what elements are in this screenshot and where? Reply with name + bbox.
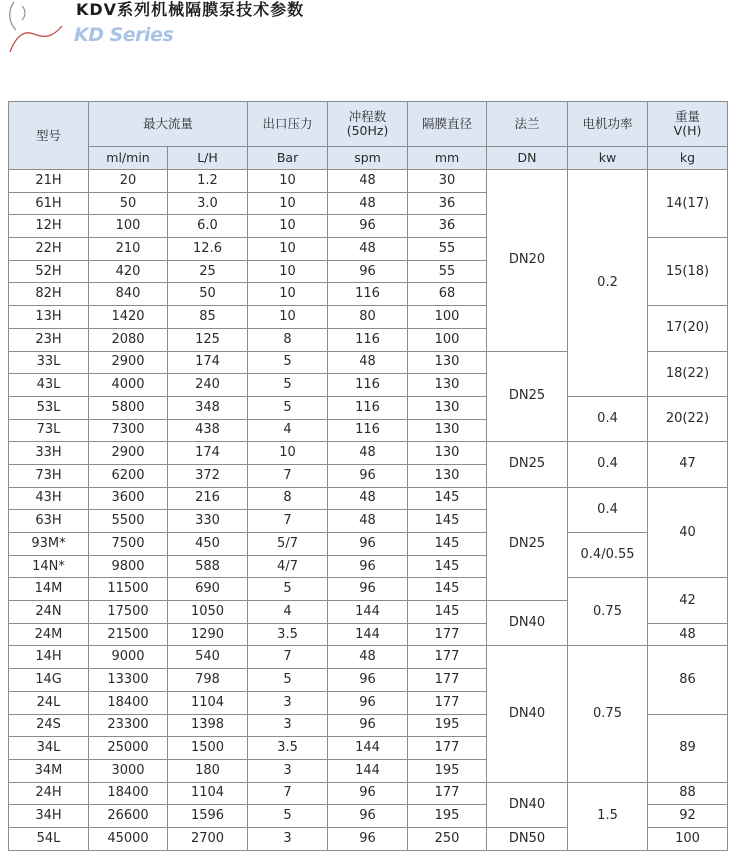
stroke-rate-cell: 48 (328, 170, 408, 193)
diaphragm-cell: 100 (408, 306, 487, 329)
header-flange: 法兰 (487, 102, 568, 147)
unit-l-h: L/H (168, 147, 248, 170)
model-cell: 23H (9, 328, 89, 351)
flow-ml-min-cell: 5800 (89, 396, 168, 419)
model-cell: 93M* (9, 533, 89, 556)
page-header (0, 0, 750, 60)
model-cell: 24L (9, 691, 89, 714)
pressure-cell: 3 (248, 714, 328, 737)
diaphragm-cell: 177 (408, 737, 487, 760)
stroke-rate-cell: 96 (328, 691, 408, 714)
pressure-cell: 5 (248, 669, 328, 692)
unit-bar: Bar (248, 147, 328, 170)
flow-ml-min-cell: 17500 (89, 601, 168, 624)
flow-l-h-cell: 25 (168, 260, 248, 283)
model-cell: 21H (9, 170, 89, 193)
model-cell: 34L (9, 737, 89, 760)
flow-l-h-cell: 1104 (168, 691, 248, 714)
flow-ml-min-cell: 4000 (89, 374, 168, 397)
flange-cell: DN25 (487, 351, 568, 442)
brand-logo-icon (4, 0, 70, 60)
flow-ml-min-cell: 25000 (89, 737, 168, 760)
pressure-cell: 7 (248, 510, 328, 533)
flow-l-h-cell: 1290 (168, 623, 248, 646)
flow-l-h-cell: 12.6 (168, 238, 248, 261)
model-cell: 24M (9, 623, 89, 646)
flow-ml-min-cell: 5500 (89, 510, 168, 533)
flow-l-h-cell: 1398 (168, 714, 248, 737)
stroke-rate-cell: 144 (328, 601, 408, 624)
diaphragm-cell: 145 (408, 487, 487, 510)
unit-ml-min: ml/min (89, 147, 168, 170)
unit-dn: DN (487, 147, 568, 170)
diaphragm-cell: 100 (408, 328, 487, 351)
pressure-cell: 5 (248, 805, 328, 828)
flow-ml-min-cell: 210 (89, 238, 168, 261)
stroke-rate-cell: 96 (328, 714, 408, 737)
weight-cell: 92 (648, 805, 728, 828)
model-cell: 14N* (9, 555, 89, 578)
flow-ml-min-cell: 100 (89, 215, 168, 238)
model-cell: 54L (9, 827, 89, 850)
flow-ml-min-cell: 1420 (89, 306, 168, 329)
stroke-rate-cell: 96 (328, 782, 408, 805)
model-cell: 73H (9, 464, 89, 487)
diaphragm-cell: 36 (408, 215, 487, 238)
flow-l-h-cell: 372 (168, 464, 248, 487)
stroke-rate-cell: 116 (328, 374, 408, 397)
pressure-cell: 4/7 (248, 555, 328, 578)
table-row (9, 782, 728, 805)
diaphragm-cell: 195 (408, 714, 487, 737)
weight-cell: 89 (648, 714, 728, 782)
diaphragm-cell: 145 (408, 555, 487, 578)
flow-ml-min-cell: 11500 (89, 578, 168, 601)
weight-cell: 88 (648, 782, 728, 805)
motor-power-cell: 0.4 (568, 442, 648, 487)
pressure-cell: 4 (248, 419, 328, 442)
model-cell: 52H (9, 260, 89, 283)
pressure-cell: 3 (248, 691, 328, 714)
flow-l-h-cell: 125 (168, 328, 248, 351)
model-cell: 12H (9, 215, 89, 238)
motor-power-cell: 1.5 (568, 782, 648, 850)
flow-ml-min-cell: 50 (89, 192, 168, 215)
flange-cell: DN40 (487, 646, 568, 782)
table-row (9, 170, 728, 193)
diaphragm-cell: 130 (408, 464, 487, 487)
diaphragm-cell: 30 (408, 170, 487, 193)
unit-kw: kw (568, 147, 648, 170)
flow-ml-min-cell: 18400 (89, 782, 168, 805)
pressure-cell: 10 (248, 192, 328, 215)
flow-l-h-cell: 1596 (168, 805, 248, 828)
diaphragm-cell: 145 (408, 533, 487, 556)
flow-ml-min-cell: 420 (89, 260, 168, 283)
stroke-rate-cell: 48 (328, 442, 408, 465)
flow-l-h-cell: 330 (168, 510, 248, 533)
model-cell: 34H (9, 805, 89, 828)
pressure-cell: 10 (248, 306, 328, 329)
diaphragm-cell: 177 (408, 623, 487, 646)
diaphragm-cell: 55 (408, 260, 487, 283)
flow-ml-min-cell: 9800 (89, 555, 168, 578)
stroke-rate-cell: 48 (328, 487, 408, 510)
stroke-rate-cell: 48 (328, 192, 408, 215)
model-cell: 61H (9, 192, 89, 215)
pressure-cell: 10 (248, 283, 328, 306)
flow-l-h-cell: 438 (168, 419, 248, 442)
flange-cell: DN20 (487, 170, 568, 352)
model-cell: 24S (9, 714, 89, 737)
table-row (9, 533, 728, 556)
stroke-rate-cell: 48 (328, 646, 408, 669)
header-motor-power: 电机功率 (568, 102, 648, 147)
stroke-rate-cell: 96 (328, 533, 408, 556)
weight-cell: 48 (648, 623, 728, 646)
stroke-rate-cell: 116 (328, 328, 408, 351)
model-cell: 14G (9, 669, 89, 692)
header-max-flow: 最大流量 (89, 102, 248, 147)
stroke-rate-cell: 96 (328, 805, 408, 828)
diaphragm-cell: 130 (408, 374, 487, 397)
pressure-cell: 7 (248, 464, 328, 487)
spec-table (8, 101, 728, 851)
model-cell: 82H (9, 283, 89, 306)
flow-l-h-cell: 85 (168, 306, 248, 329)
flow-ml-min-cell: 9000 (89, 646, 168, 669)
pressure-cell: 10 (248, 442, 328, 465)
motor-power-cell: 0.4 (568, 487, 648, 532)
flow-l-h-cell: 1104 (168, 782, 248, 805)
model-cell: 33L (9, 351, 89, 374)
header-model: 型号 (9, 102, 89, 170)
model-cell: 24N (9, 601, 89, 624)
model-cell: 13H (9, 306, 89, 329)
diaphragm-cell: 177 (408, 691, 487, 714)
model-cell: 43H (9, 487, 89, 510)
pressure-cell: 3.5 (248, 737, 328, 760)
flow-ml-min-cell: 18400 (89, 691, 168, 714)
flow-ml-min-cell: 7500 (89, 533, 168, 556)
flow-l-h-cell: 174 (168, 351, 248, 374)
stroke-rate-cell: 96 (328, 464, 408, 487)
flow-l-h-cell: 1500 (168, 737, 248, 760)
spec-table-body (9, 170, 728, 851)
unit-kg: kg (648, 147, 728, 170)
stroke-rate-cell: 144 (328, 623, 408, 646)
flow-l-h-cell: 690 (168, 578, 248, 601)
model-cell: 34M (9, 759, 89, 782)
stroke-rate-cell: 96 (328, 669, 408, 692)
pressure-cell: 3.5 (248, 623, 328, 646)
weight-cell: 86 (648, 646, 728, 714)
table-row (9, 578, 728, 601)
flow-l-h-cell: 588 (168, 555, 248, 578)
weight-cell: 20(22) (648, 396, 728, 441)
model-cell: 24H (9, 782, 89, 805)
weight-cell: 17(20) (648, 306, 728, 351)
stroke-rate-cell: 116 (328, 396, 408, 419)
pressure-cell: 10 (248, 238, 328, 261)
flow-l-h-cell: 50 (168, 283, 248, 306)
flow-l-h-cell: 540 (168, 646, 248, 669)
pressure-cell: 10 (248, 260, 328, 283)
flow-ml-min-cell: 20 (89, 170, 168, 193)
diaphragm-cell: 55 (408, 238, 487, 261)
page-title: KDV系列机械隔膜泵技术参数 (76, 0, 305, 19)
flow-l-h-cell: 348 (168, 396, 248, 419)
stroke-rate-cell: 48 (328, 351, 408, 374)
stroke-rate-cell: 96 (328, 260, 408, 283)
flow-l-h-cell: 450 (168, 533, 248, 556)
pressure-cell: 3 (248, 827, 328, 850)
flow-l-h-cell: 3.0 (168, 192, 248, 215)
model-cell: 14H (9, 646, 89, 669)
flow-ml-min-cell: 2900 (89, 442, 168, 465)
model-cell: 53L (9, 396, 89, 419)
header-stroke-rate: 冲程数 (50Hz) (328, 102, 408, 147)
stroke-rate-cell: 96 (328, 555, 408, 578)
model-cell: 22H (9, 238, 89, 261)
flow-ml-min-cell: 3600 (89, 487, 168, 510)
pressure-cell: 5 (248, 396, 328, 419)
model-cell: 43L (9, 374, 89, 397)
motor-power-cell: 0.75 (568, 646, 648, 782)
motor-power-cell: 0.2 (568, 170, 648, 397)
flow-l-h-cell: 174 (168, 442, 248, 465)
flow-ml-min-cell: 840 (89, 283, 168, 306)
diaphragm-cell: 177 (408, 782, 487, 805)
diaphragm-cell: 195 (408, 759, 487, 782)
motor-power-cell: 0.75 (568, 578, 648, 646)
weight-cell: 40 (648, 487, 728, 578)
diaphragm-cell: 195 (408, 805, 487, 828)
flow-l-h-cell: 2700 (168, 827, 248, 850)
stroke-rate-cell: 116 (328, 283, 408, 306)
flange-cell: DN40 (487, 601, 568, 646)
header-outlet-pressure: 出口压力 (248, 102, 328, 147)
diaphragm-cell: 36 (408, 192, 487, 215)
flow-ml-min-cell: 21500 (89, 623, 168, 646)
flow-ml-min-cell: 2080 (89, 328, 168, 351)
stroke-rate-cell: 144 (328, 737, 408, 760)
stroke-rate-cell: 144 (328, 759, 408, 782)
diaphragm-cell: 250 (408, 827, 487, 850)
flow-l-h-cell: 798 (168, 669, 248, 692)
diaphragm-cell: 68 (408, 283, 487, 306)
pressure-cell: 8 (248, 487, 328, 510)
stroke-rate-cell: 96 (328, 578, 408, 601)
flow-l-h-cell: 1050 (168, 601, 248, 624)
flow-ml-min-cell: 3000 (89, 759, 168, 782)
pressure-cell: 3 (248, 759, 328, 782)
flange-cell: DN25 (487, 487, 568, 600)
flow-ml-min-cell: 6200 (89, 464, 168, 487)
table-row (9, 396, 728, 419)
flow-l-h-cell: 1.2 (168, 170, 248, 193)
flow-l-h-cell: 216 (168, 487, 248, 510)
pressure-cell: 4 (248, 601, 328, 624)
stroke-rate-cell: 96 (328, 827, 408, 850)
weight-cell: 47 (648, 442, 728, 487)
flow-ml-min-cell: 13300 (89, 669, 168, 692)
flow-l-h-cell: 240 (168, 374, 248, 397)
header-weight: 重量 V(H) (648, 102, 728, 147)
diaphragm-cell: 177 (408, 646, 487, 669)
header-diaphragm-diameter: 隔膜直径 (408, 102, 487, 147)
flange-cell: DN50 (487, 827, 568, 850)
flow-l-h-cell: 180 (168, 759, 248, 782)
diaphragm-cell: 145 (408, 510, 487, 533)
flange-cell: DN40 (487, 782, 568, 827)
diaphragm-cell: 145 (408, 578, 487, 601)
stroke-rate-cell: 48 (328, 238, 408, 261)
motor-power-cell: 0.4/0.55 (568, 533, 648, 578)
flow-ml-min-cell: 45000 (89, 827, 168, 850)
diaphragm-cell: 130 (408, 419, 487, 442)
table-row (9, 442, 728, 465)
model-cell: 14M (9, 578, 89, 601)
pressure-cell: 5/7 (248, 533, 328, 556)
stroke-rate-cell: 96 (328, 215, 408, 238)
flange-cell: DN25 (487, 442, 568, 487)
flow-ml-min-cell: 2900 (89, 351, 168, 374)
model-cell: 73L (9, 419, 89, 442)
flow-ml-min-cell: 7300 (89, 419, 168, 442)
diaphragm-cell: 145 (408, 601, 487, 624)
pressure-cell: 8 (248, 328, 328, 351)
unit-spm: spm (328, 147, 408, 170)
pressure-cell: 5 (248, 351, 328, 374)
pressure-cell: 10 (248, 215, 328, 238)
series-subtitle: KD Series (74, 24, 174, 46)
flow-ml-min-cell: 26600 (89, 805, 168, 828)
flow-ml-min-cell: 23300 (89, 714, 168, 737)
diaphragm-cell: 130 (408, 351, 487, 374)
weight-cell: 18(22) (648, 351, 728, 396)
stroke-rate-cell: 80 (328, 306, 408, 329)
pressure-cell: 5 (248, 374, 328, 397)
stroke-rate-cell: 116 (328, 419, 408, 442)
pressure-cell: 7 (248, 782, 328, 805)
table-row (9, 646, 728, 669)
pressure-cell: 5 (248, 578, 328, 601)
flow-l-h-cell: 6.0 (168, 215, 248, 238)
unit-mm: mm (408, 147, 487, 170)
weight-cell: 100 (648, 827, 728, 850)
weight-cell: 14(17) (648, 170, 728, 238)
diaphragm-cell: 130 (408, 396, 487, 419)
table-row (9, 487, 728, 510)
stroke-rate-cell: 48 (328, 510, 408, 533)
motor-power-cell: 0.4 (568, 396, 648, 441)
pressure-cell: 7 (248, 646, 328, 669)
diaphragm-cell: 177 (408, 669, 487, 692)
diaphragm-cell: 130 (408, 442, 487, 465)
model-cell: 33H (9, 442, 89, 465)
weight-cell: 42 (648, 578, 728, 623)
weight-cell: 15(18) (648, 238, 728, 306)
pressure-cell: 10 (248, 170, 328, 193)
model-cell: 63H (9, 510, 89, 533)
